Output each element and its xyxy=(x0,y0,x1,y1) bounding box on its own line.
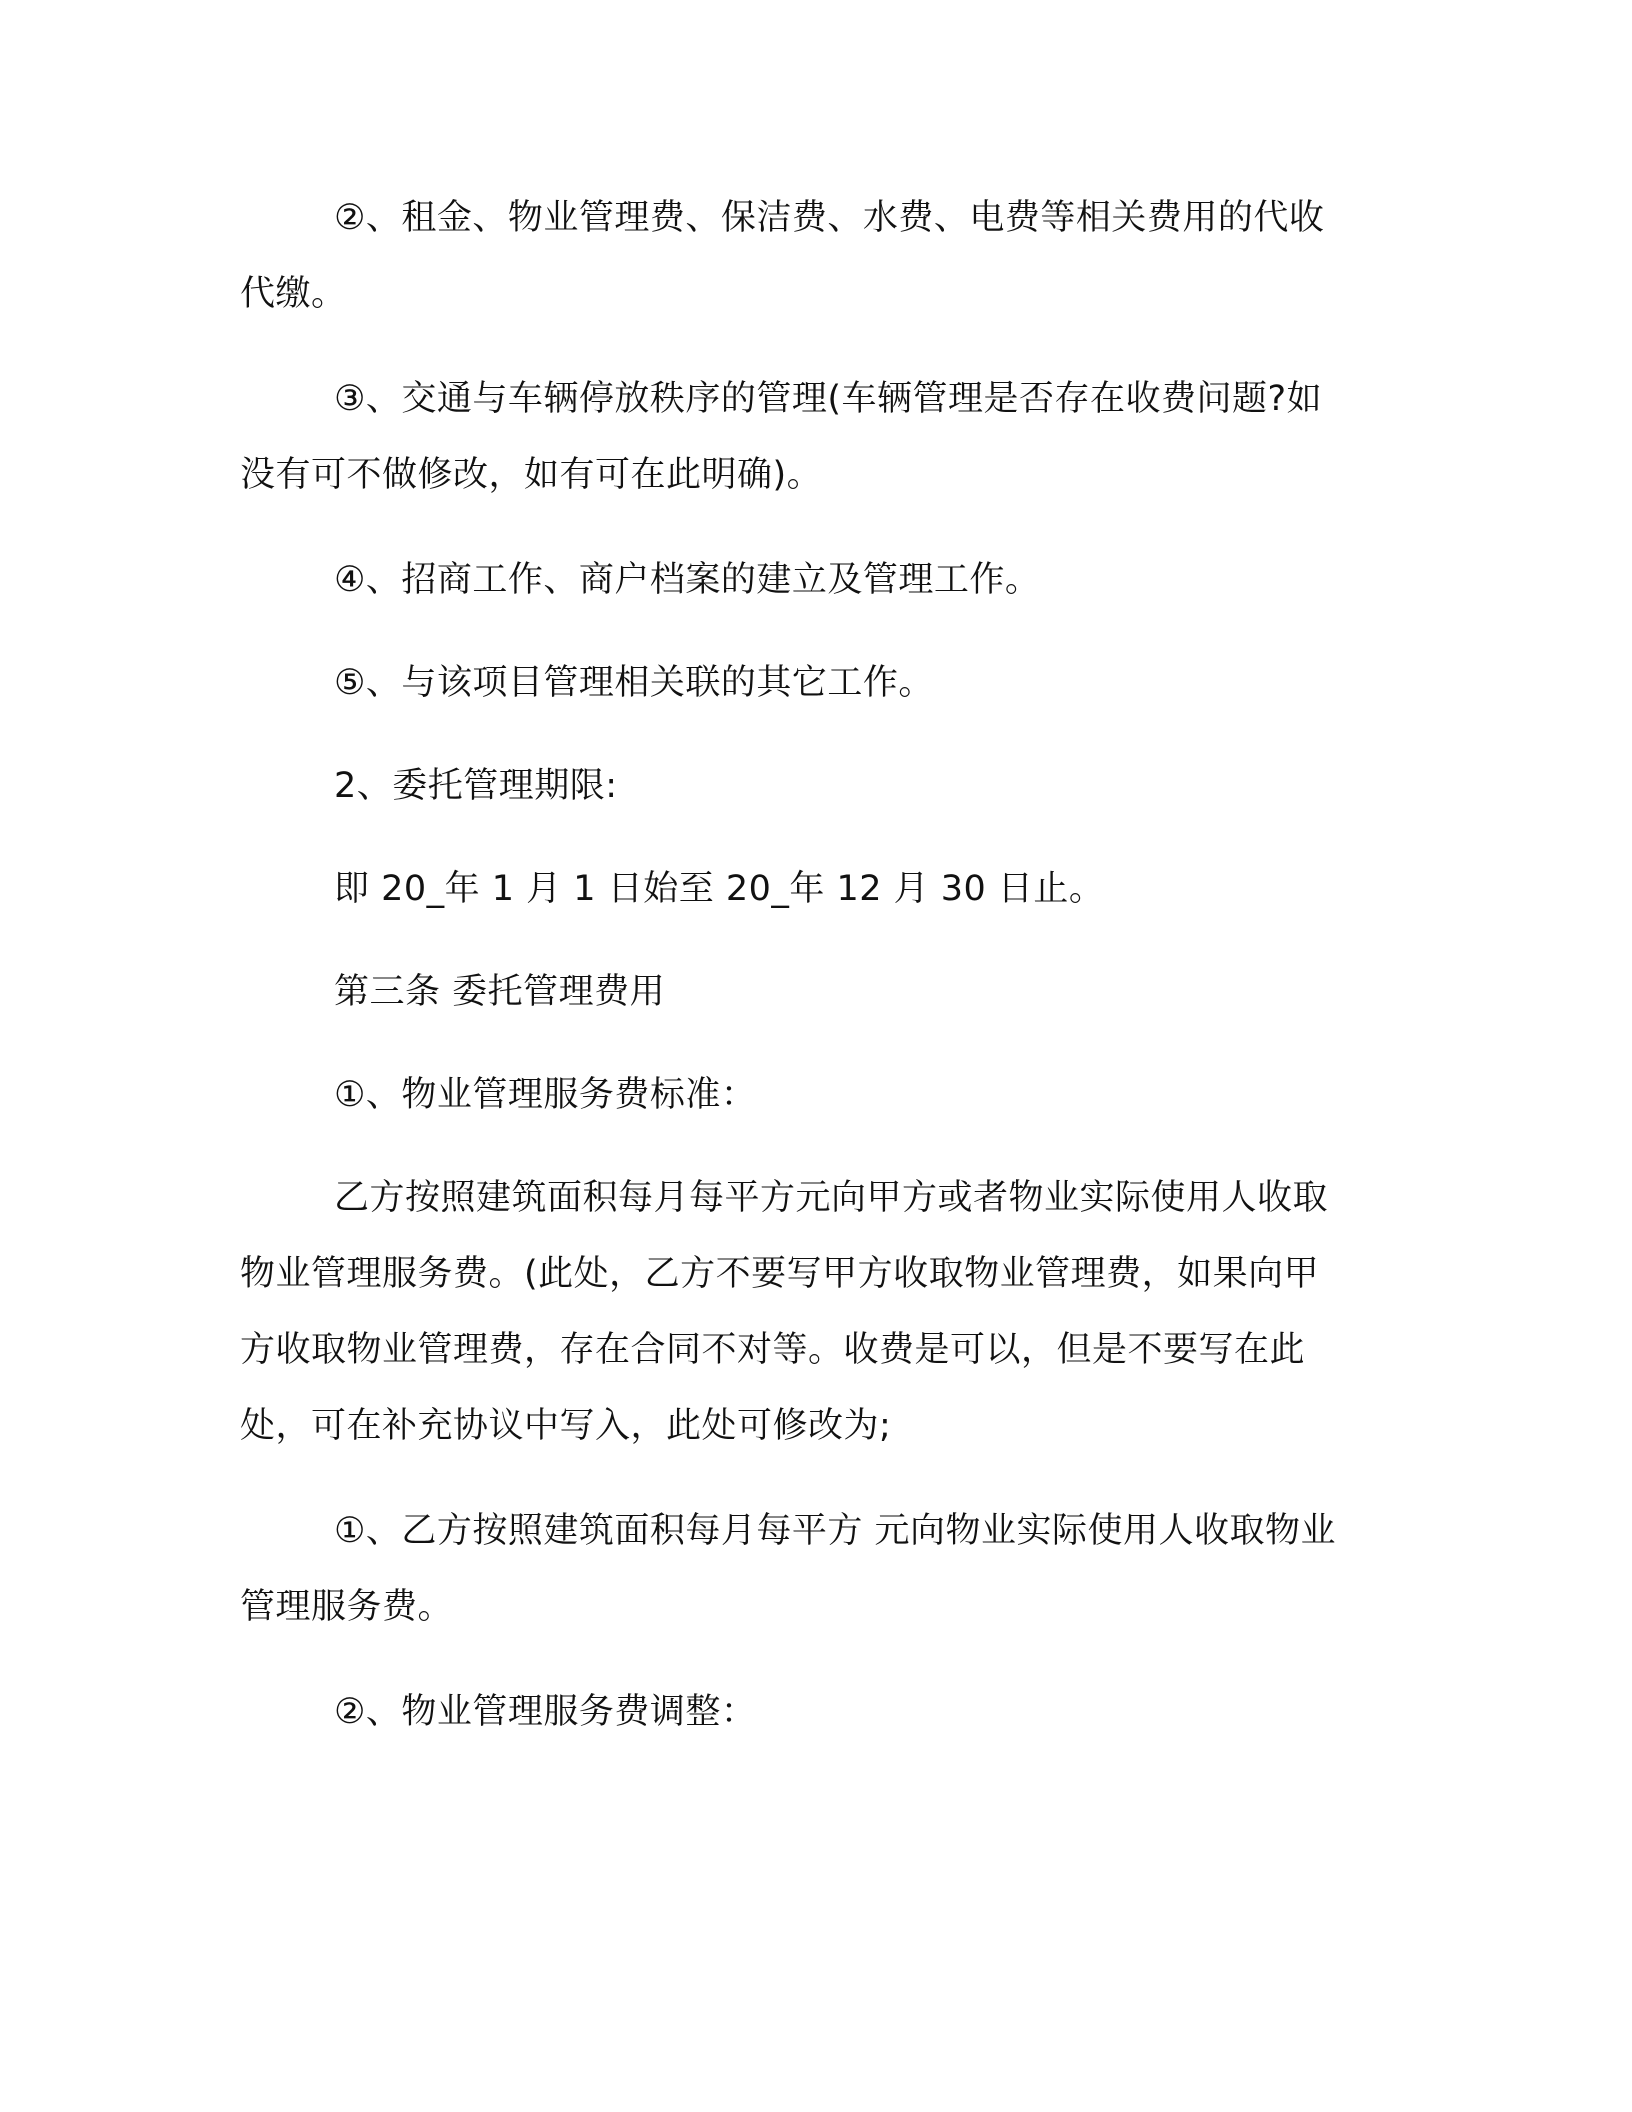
paragraph-line: 物业管理服务费。(此处，乙方不要写甲方收取物业管理费，如果向甲 xyxy=(240,1254,1320,1294)
section-heading: 2、委托管理期限: xyxy=(334,766,618,806)
section-heading: 第三条 委托管理费用 xyxy=(334,972,666,1012)
paragraph-line: ①、乙方按照建筑面积每月每平方 元向物业实际使用人收取物业 xyxy=(334,1511,1337,1551)
paragraph-line: 乙方按照建筑面积每月每平方元向甲方或者物业实际使用人收取 xyxy=(334,1178,1329,1218)
paragraph-line: 处，可在补充协议中写入，此处可修改为; xyxy=(240,1406,892,1446)
paragraph-line: 管理服务费。 xyxy=(240,1587,454,1627)
paragraph-line: ③、交通与车辆停放秩序的管理(车辆管理是否存在收费问题?如 xyxy=(334,379,1323,419)
paragraph-line: 没有可不做修改，如有可在此明确)。 xyxy=(240,455,823,495)
paragraph-line: 代缴。 xyxy=(240,274,347,314)
paragraph-line: ②、物业管理服务费调整： xyxy=(334,1692,757,1732)
paragraph-line: ②、租金、物业管理费、保洁费、水费、电费等相关费用的代收 xyxy=(334,198,1325,238)
paragraph-line: ⑤、与该项目管理相关联的其它工作。 xyxy=(334,663,934,703)
paragraph-line: ①、物业管理服务费标准： xyxy=(334,1075,757,1115)
paragraph-line: ④、招商工作、商户档案的建立及管理工作。 xyxy=(334,560,1041,600)
paragraph-line: 即 20_年 1 月 1 日始至 20_年 12 月 30 日止。 xyxy=(334,869,1105,909)
paragraph-line: 方收取物业管理费，存在合同不对等。收费是可以，但是不要写在此 xyxy=(240,1330,1306,1370)
